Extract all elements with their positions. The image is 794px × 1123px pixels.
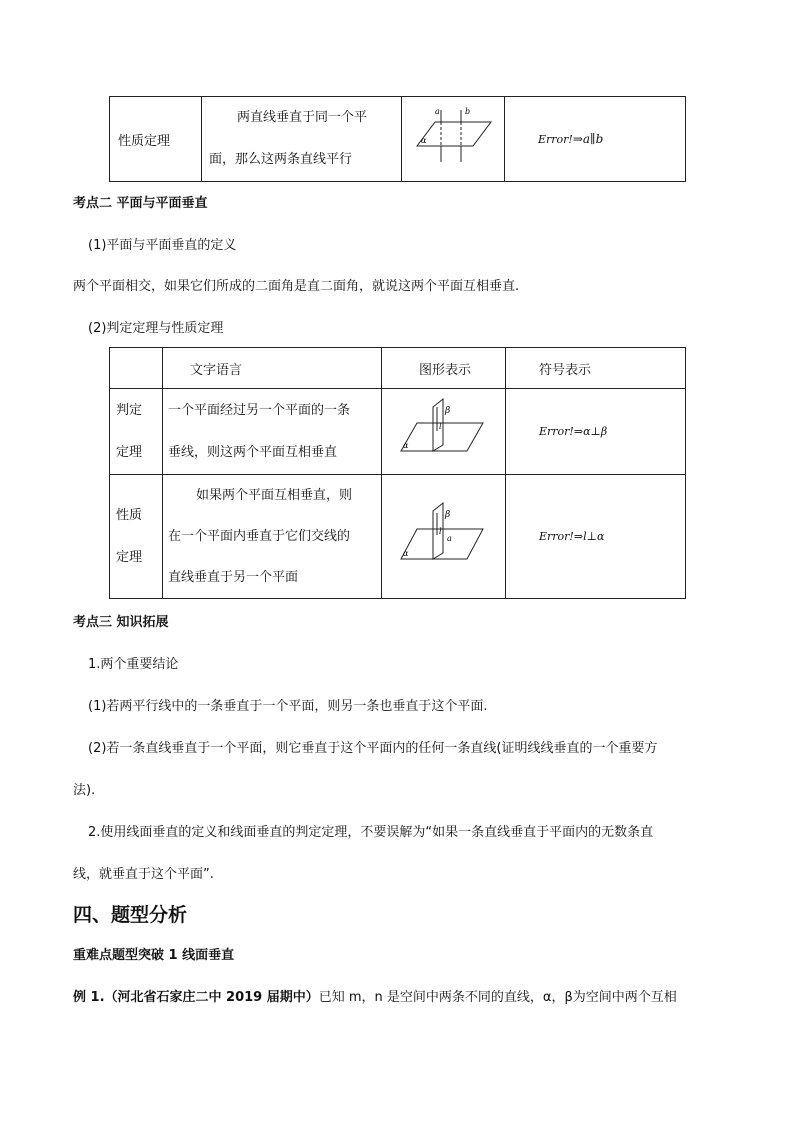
header-figure (382, 348, 506, 389)
label-alpha: α (402, 548, 408, 558)
error-ref: Error! (539, 425, 574, 438)
label-l: l (438, 421, 442, 431)
row1-symbol-cell (506, 389, 686, 475)
header-symbol-label: 符号表示 (539, 362, 592, 378)
label-alpha: α (421, 136, 427, 145)
row2-symbol-cell (506, 475, 686, 599)
kp3-item1: 1.两个重要结论 (88, 657, 179, 672)
row1-text-1: 一个平面经过另一个平面的一条 (168, 402, 351, 418)
parallel-lines-figure (413, 104, 493, 170)
theorem-text-line1: 两直线垂直于同一个平 (237, 110, 368, 125)
row2-label-cell (110, 475, 163, 599)
theorem-table (109, 347, 686, 599)
kp3-item2-line1: 2.使用线面垂直的定义和线面垂直的判定定理，不要误解为“如果一条直线垂直于平面内的无数条直 (88, 825, 654, 840)
header-symbol (506, 348, 686, 389)
symbol-expression: ⇒α⊥β (573, 425, 608, 438)
row2-label-1: 性质 (116, 507, 143, 523)
example-1 (73, 986, 677, 1005)
row2-figure-cell (382, 475, 506, 599)
kp3-conclusion2-line2: 法). (73, 783, 96, 798)
top-table-label-cell (110, 97, 202, 182)
top-table-text-cell (202, 97, 402, 182)
label-a: a (446, 533, 452, 543)
row1-label-cell (110, 389, 163, 475)
kp2-sub2: (2)判定定理与性质定理 (88, 321, 224, 336)
example-label: 例 1. (73, 990, 105, 1005)
top-table (109, 96, 686, 182)
symbol-expression: ⇒a∥b (572, 131, 604, 146)
label-beta: β (444, 509, 450, 520)
error-ref: Error! (539, 530, 574, 543)
row1-label-2: 定理 (116, 444, 143, 460)
symbol-expression: ⇒l⊥α (573, 530, 605, 543)
row1-label-1: 判定 (116, 402, 143, 418)
header-figure-label: 图形表示 (419, 362, 472, 378)
example-source: （河北省石家庄二中 2019 届期中） (104, 990, 319, 1005)
header-text-label: 文字语言 (190, 362, 243, 378)
kp3-conclusion2-line1: (2)若一条直线垂直于一个平面，则它垂直于这个平面内的任何一条直线(证明线线垂直的一个重要方 (88, 741, 658, 756)
section-heading: 四、题型分析 (73, 904, 188, 926)
top-table-figure-cell (402, 97, 505, 182)
row-label: 性质定理 (118, 133, 171, 149)
row2-label-2: 定理 (116, 549, 143, 565)
kp2-definition: 两个平面相交，如果它们所成的二面角是直二面角，就说这两个平面互相垂直. (73, 279, 520, 294)
theorem-text-line2: 面，那么这两条直线平行 (209, 152, 353, 167)
kp2-heading: 考点二 平面与平面垂直 (73, 196, 208, 211)
row2-text-2: 在一个平面内垂直于它们交线的 (168, 529, 351, 544)
kp2-sub1: (1)平面与平面垂直的定义 (88, 238, 237, 253)
row2-text-3: 直线垂直于另一个平面 (168, 570, 299, 585)
row1-text-2: 垂线，则这两个平面互相垂直 (168, 444, 338, 460)
kp3-item2-line2: 线，就垂直于这个平面”. (73, 867, 214, 882)
row1-figure-cell (382, 389, 506, 475)
label-b: b (465, 107, 471, 116)
perpendicular-planes-figure (399, 395, 489, 465)
label-a: a (435, 107, 440, 116)
top-table-symbol-cell (505, 97, 686, 182)
header-text (163, 348, 382, 389)
kp3-conclusion1: (1)若两平行线中的一条垂直于一个平面，则另一条也垂直于这个平面. (88, 699, 488, 714)
row2-text-1: 如果两个平面互相垂直，则 (196, 488, 353, 503)
row2-text-cell (163, 475, 382, 599)
kp3-heading: 考点三 知识拓展 (73, 615, 169, 630)
example-text: 已知 m，n 是空间中两条不同的直线，α，β为空间中两个互相 (318, 990, 677, 1005)
section-subheading: 重难点题型突破 1 线面垂直 (73, 948, 235, 963)
perpendicular-planes-figure (399, 497, 489, 573)
label-alpha: α (402, 440, 408, 450)
error-ref: Error! (538, 132, 573, 146)
row1-text-cell (163, 389, 382, 475)
label-beta: β (444, 405, 450, 416)
label-l: l (438, 526, 442, 536)
